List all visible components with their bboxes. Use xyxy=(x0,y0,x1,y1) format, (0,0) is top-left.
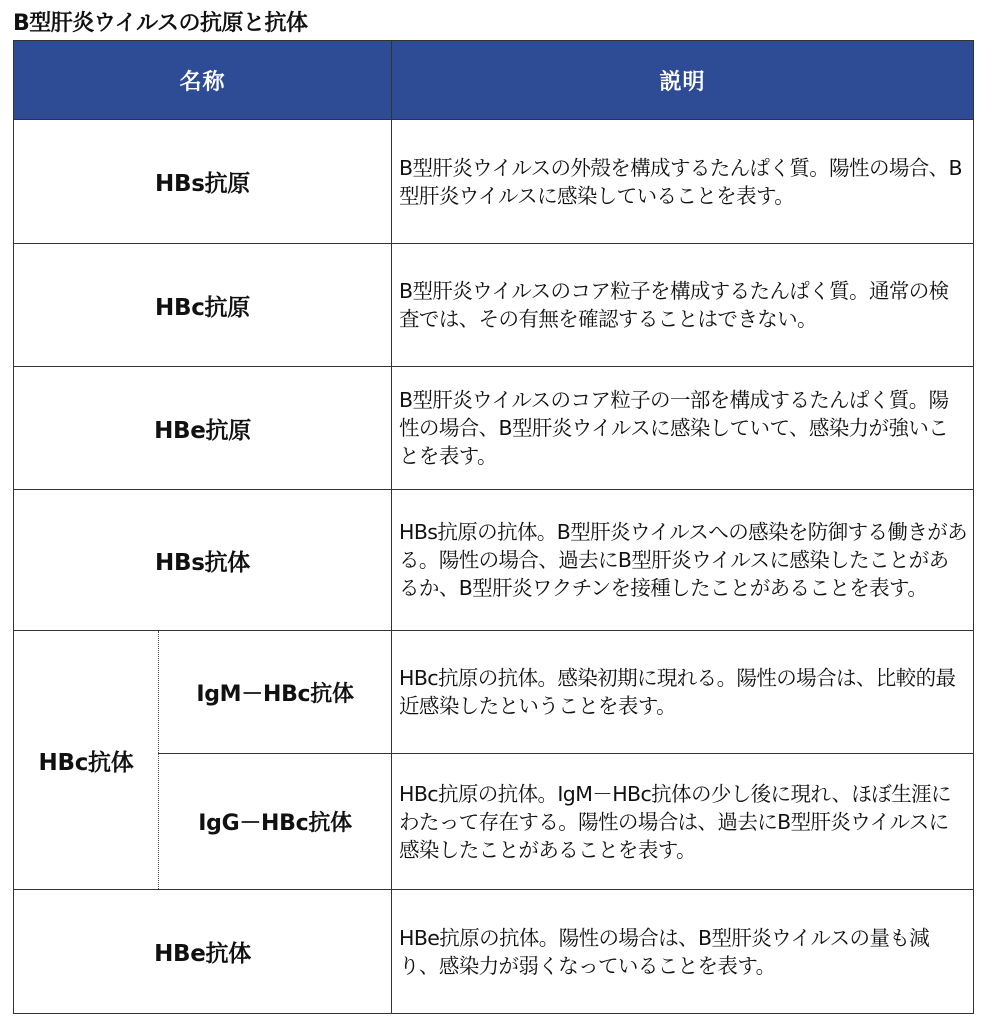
table-row xyxy=(14,244,974,367)
header-name: 名称 xyxy=(14,41,392,120)
table-row xyxy=(14,490,974,631)
row-name: HBe抗原 xyxy=(14,367,392,490)
page-title: B型肝炎ウイルスの抗原と抗体 xyxy=(13,11,308,36)
row-name: HBs抗体 xyxy=(14,490,392,631)
group-name: HBc抗体 xyxy=(14,631,159,890)
row-name: HBe抗体 xyxy=(14,890,392,1014)
row-description: HBe抗原の抗体。陽性の場合は、B型肝炎ウイルスの量も減り、感染力が弱くなっていることを表す。 xyxy=(392,890,974,1014)
row-description: B型肝炎ウイルスの外殻を構成するたんぱく質。陽性の場合、B型肝炎ウイルスに感染していることを表す。 xyxy=(392,120,974,244)
row-description: HBc抗原の抗体。感染初期に現れる。陽性の場合は、比較的最近感染したということを表す。 xyxy=(392,631,974,754)
table-row xyxy=(14,890,974,1014)
row-description: B型肝炎ウイルスのコア粒子の一部を構成するたんぱく質。陽性の場合、B型肝炎ウイルスに感染していて、感染力が強いことを表す。 xyxy=(392,367,974,490)
table-row xyxy=(14,367,974,490)
antigen-antibody-table xyxy=(13,40,974,1014)
row-name: HBc抗原 xyxy=(14,244,392,367)
table-header-row xyxy=(14,41,974,120)
subrow-name: IgG－HBc抗体 xyxy=(159,754,392,890)
row-description: B型肝炎ウイルスのコア粒子を構成するたんぱく質。通常の検査では、その有無を確認することはできない。 xyxy=(392,244,974,367)
table-row xyxy=(14,120,974,244)
header-description: 説明 xyxy=(392,41,974,120)
subrow-name: IgM－HBc抗体 xyxy=(159,631,392,754)
table-row xyxy=(14,631,974,754)
row-name: HBs抗原 xyxy=(14,120,392,244)
row-description: HBs抗原の抗体。B型肝炎ウイルスへの感染を防御する働きがある。陽性の場合、過去にB型肝炎ウイルスに感染したことがあるか、B型肝炎ワクチンを接種したことがあることを表す。 xyxy=(392,490,974,631)
row-description: HBc抗原の抗体。IgM－HBc抗体の少し後に現れ、ほぼ生涯にわたって存在する。陽性の場合は、過去にB型肝炎ウイルスに感染したことがあることを表す。 xyxy=(392,754,974,890)
